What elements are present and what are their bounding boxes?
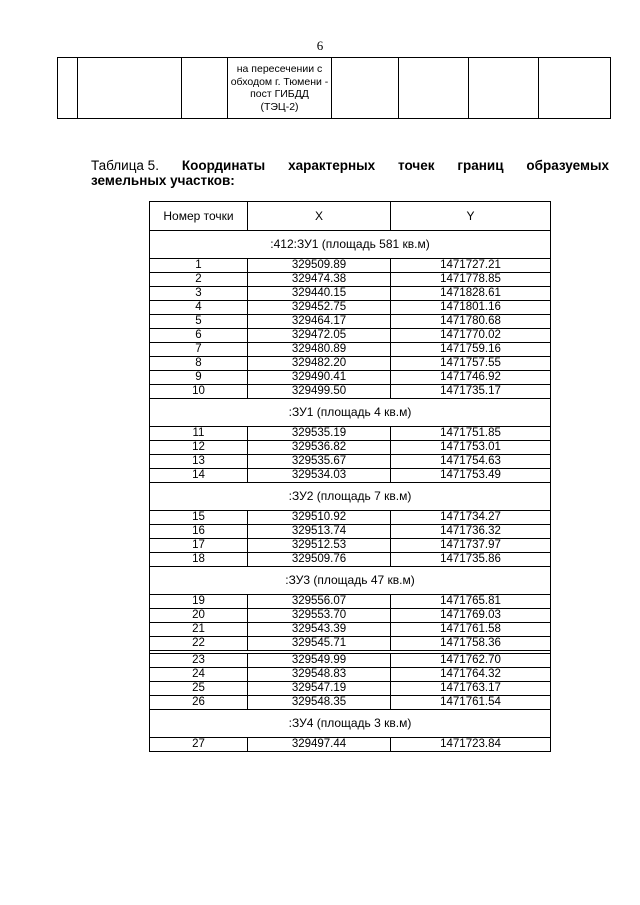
x-cell: 329536.82 (248, 441, 391, 455)
caption-line-2 (91, 173, 609, 188)
table-row (150, 668, 551, 682)
table-row (150, 595, 551, 609)
x-cell: 329513.74 (248, 525, 391, 539)
table-row (150, 287, 551, 301)
table-row (150, 469, 551, 483)
table-row (150, 623, 551, 637)
x-cell: 329512.53 (248, 539, 391, 553)
x-cell: 329472.05 (248, 329, 391, 343)
y-cell: 1471759.16 (391, 343, 551, 357)
x-cell: 329556.07 (248, 595, 391, 609)
point-number-cell: 3 (150, 287, 248, 301)
caption-word: характерных (288, 158, 376, 173)
y-cell: 1471737.97 (391, 539, 551, 553)
y-cell: 1471764.32 (391, 668, 551, 682)
point-number-cell: 4 (150, 301, 248, 315)
coordinates-table (149, 201, 551, 752)
section-row (150, 483, 551, 511)
table-row (150, 273, 551, 287)
caption-word: образуемых (526, 158, 609, 173)
y-cell: 1471754.63 (391, 455, 551, 469)
continuation-cell-location: на пересечении с обходом г. Тюмени - пост ГИБДД (ТЭЦ-2) (228, 58, 332, 119)
x-cell: 329534.03 (248, 469, 391, 483)
point-number-cell: 15 (150, 511, 248, 525)
x-cell: 329480.89 (248, 343, 391, 357)
y-cell: 1471801.16 (391, 301, 551, 315)
x-cell: 329510.92 (248, 511, 391, 525)
point-number-cell: 12 (150, 441, 248, 455)
table-row (150, 315, 551, 329)
caption-word: Координаты (181, 158, 266, 173)
table-row (150, 539, 551, 553)
point-number-cell: 17 (150, 539, 248, 553)
point-number-cell: 7 (150, 343, 248, 357)
caption-word: земельных участков: (91, 173, 235, 188)
point-number-cell: 21 (150, 623, 248, 637)
section-row (150, 399, 551, 427)
table-row (150, 682, 551, 696)
x-cell: 329548.83 (248, 668, 391, 682)
header-x: X (248, 202, 391, 231)
header-row (150, 202, 551, 231)
section-row (150, 231, 551, 259)
y-cell: 1471770.02 (391, 329, 551, 343)
point-number-cell: 2 (150, 273, 248, 287)
table-caption (91, 158, 609, 188)
y-cell: 1471736.32 (391, 525, 551, 539)
table-row (150, 455, 551, 469)
x-cell: 329549.99 (248, 654, 391, 668)
table-row (150, 259, 551, 273)
x-cell: 329499.50 (248, 385, 391, 399)
table-row (150, 553, 551, 567)
point-number-cell: 18 (150, 553, 248, 567)
table-row (150, 609, 551, 623)
section-row (150, 710, 551, 738)
caption-line-1 (91, 158, 609, 173)
continuation-cell (182, 58, 228, 119)
table-row (150, 525, 551, 539)
header-y: Y (391, 202, 551, 231)
x-cell: 329482.20 (248, 357, 391, 371)
continuation-row (58, 58, 611, 119)
x-cell: 329535.67 (248, 455, 391, 469)
table-row (150, 301, 551, 315)
point-number-cell: 26 (150, 696, 248, 710)
page-number: 6 (316, 38, 324, 53)
y-cell: 1471780.68 (391, 315, 551, 329)
y-cell: 1471778.85 (391, 273, 551, 287)
y-cell: 1471757.55 (391, 357, 551, 371)
y-cell: 1471753.01 (391, 441, 551, 455)
point-number-cell: 22 (150, 637, 248, 651)
caption-word: границ (457, 158, 504, 173)
continuation-cell (399, 58, 469, 119)
x-cell: 329509.89 (248, 259, 391, 273)
section-title: :412:ЗУ1 (площадь 581 кв.м) (150, 231, 551, 259)
point-number-cell: 14 (150, 469, 248, 483)
caption-prefix: Таблица 5. (91, 158, 159, 173)
caption-word: точек (398, 158, 435, 173)
point-number-cell: 1 (150, 259, 248, 273)
y-cell: 1471734.27 (391, 511, 551, 525)
x-cell: 329440.15 (248, 287, 391, 301)
x-cell: 329452.75 (248, 301, 391, 315)
y-cell: 1471758.36 (391, 637, 551, 651)
point-number-cell: 16 (150, 525, 248, 539)
y-cell: 1471761.58 (391, 623, 551, 637)
continuation-table (57, 57, 611, 119)
continuation-cell (58, 58, 78, 119)
x-cell: 329545.71 (248, 637, 391, 651)
continuation-cell (539, 58, 611, 119)
x-cell: 329490.41 (248, 371, 391, 385)
y-cell: 1471761.54 (391, 696, 551, 710)
section-row (150, 567, 551, 595)
point-number-cell: 13 (150, 455, 248, 469)
point-number-cell: 6 (150, 329, 248, 343)
y-cell: 1471751.85 (391, 427, 551, 441)
table-row (150, 637, 551, 651)
section-title: :ЗУ1 (площадь 4 кв.м) (150, 399, 551, 427)
point-number-cell: 20 (150, 609, 248, 623)
point-number-cell: 8 (150, 357, 248, 371)
table-row (150, 385, 551, 399)
section-title: :ЗУ2 (площадь 7 кв.м) (150, 483, 551, 511)
y-cell: 1471769.03 (391, 609, 551, 623)
y-cell: 1471828.61 (391, 287, 551, 301)
table-row (150, 357, 551, 371)
point-number-cell: 23 (150, 654, 248, 668)
y-cell: 1471763.17 (391, 682, 551, 696)
section-title: :ЗУ4 (площадь 3 кв.м) (150, 710, 551, 738)
table-row (150, 371, 551, 385)
table-row (150, 738, 551, 752)
x-cell: 329535.19 (248, 427, 391, 441)
continuation-cell (78, 58, 182, 119)
y-cell: 1471727.21 (391, 259, 551, 273)
point-number-cell: 25 (150, 682, 248, 696)
y-cell: 1471735.17 (391, 385, 551, 399)
x-cell: 329547.19 (248, 682, 391, 696)
x-cell: 329509.76 (248, 553, 391, 567)
y-cell: 1471746.92 (391, 371, 551, 385)
x-cell: 329548.35 (248, 696, 391, 710)
point-number-cell: 19 (150, 595, 248, 609)
x-cell: 329464.17 (248, 315, 391, 329)
section-title: :ЗУ3 (площадь 47 кв.м) (150, 567, 551, 595)
table-row (150, 329, 551, 343)
table-row (150, 654, 551, 668)
table-row (150, 511, 551, 525)
x-cell: 329543.39 (248, 623, 391, 637)
table-row (150, 441, 551, 455)
x-cell: 329474.38 (248, 273, 391, 287)
point-number-cell: 10 (150, 385, 248, 399)
y-cell: 1471735.86 (391, 553, 551, 567)
point-number-cell: 27 (150, 738, 248, 752)
point-number-cell: 11 (150, 427, 248, 441)
table-row (150, 696, 551, 710)
point-number-cell: 5 (150, 315, 248, 329)
y-cell: 1471753.49 (391, 469, 551, 483)
table-row (150, 343, 551, 357)
header-point-number: Номер точки (150, 202, 248, 231)
continuation-cell (469, 58, 539, 119)
y-cell: 1471762.70 (391, 654, 551, 668)
point-number-cell: 24 (150, 668, 248, 682)
table-row (150, 427, 551, 441)
x-cell: 329497.44 (248, 738, 391, 752)
continuation-cell (332, 58, 399, 119)
y-cell: 1471723.84 (391, 738, 551, 752)
point-number-cell: 9 (150, 371, 248, 385)
y-cell: 1471765.81 (391, 595, 551, 609)
x-cell: 329553.70 (248, 609, 391, 623)
